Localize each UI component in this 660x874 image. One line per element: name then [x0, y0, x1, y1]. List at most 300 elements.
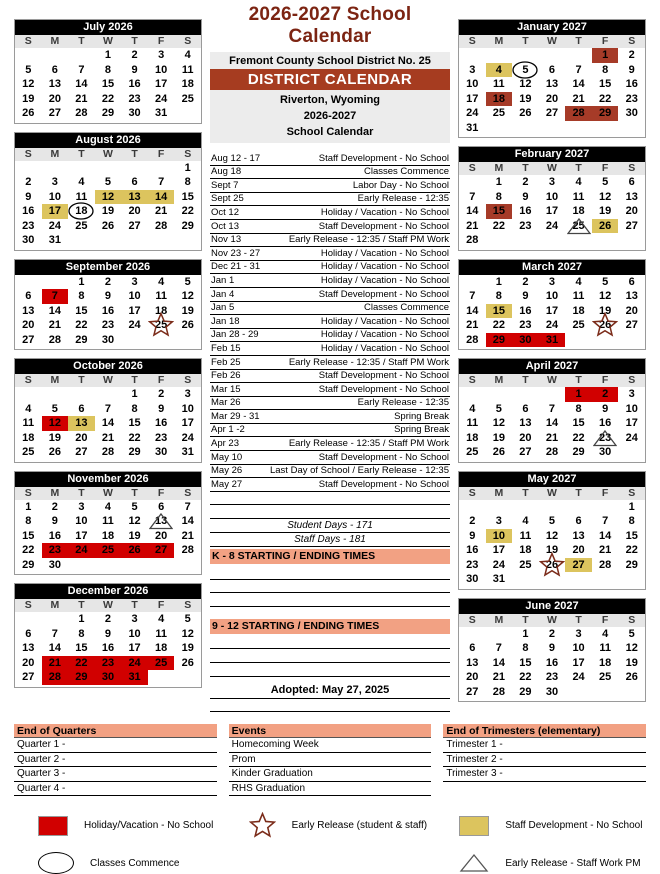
day-cell: 19	[599, 304, 612, 317]
day-cell: 8	[104, 63, 112, 76]
blank-line	[210, 580, 450, 594]
day-cell: 30	[625, 107, 638, 119]
day-cell: 23	[128, 92, 141, 105]
day-cell: 31	[539, 333, 566, 348]
day-cell: 19	[519, 92, 532, 105]
day-cell: 26	[181, 319, 194, 331]
weekday-label: T	[78, 374, 85, 386]
weekday-header	[459, 35, 645, 48]
k8-times-header: K - 8 STARTING / ENDING TIMES	[210, 549, 450, 564]
day-cell: 11	[466, 417, 479, 429]
day-cell: 5	[131, 500, 138, 513]
day-cell: 10	[545, 290, 559, 302]
day-cell: 21	[101, 431, 115, 444]
day-cell: 2	[51, 500, 58, 513]
day-cell: 10	[466, 78, 479, 90]
legend-label: Early Release - Staff Work PM	[505, 857, 641, 869]
day-cell: 31	[466, 121, 479, 134]
event-description: Holiday / Vacation - No School	[320, 206, 449, 218]
day-cell: 24	[625, 431, 638, 444]
day-cell: 20	[519, 431, 532, 444]
day-cell: 6	[78, 402, 85, 415]
day-cell: 24	[545, 219, 559, 232]
weekday-label: T	[131, 486, 138, 499]
day-cell: 28	[42, 670, 69, 685]
weekday-label: S	[184, 147, 192, 160]
day-cell: 8	[602, 63, 609, 76]
day-cell: 11	[181, 63, 194, 76]
day-cell: 13	[625, 190, 638, 203]
empty-cell	[459, 175, 486, 190]
day-grid	[15, 387, 201, 462]
day-cell: 25	[572, 319, 585, 331]
day-cell: 5	[25, 63, 32, 76]
day-cell: 15	[22, 529, 35, 542]
event-date: Oct 12	[211, 206, 239, 218]
day-cell: 4	[602, 627, 609, 640]
day-cell: 5	[602, 176, 609, 188]
day-cell: 21	[48, 319, 61, 331]
weekday-header	[459, 374, 645, 387]
day-cell: 22	[572, 431, 585, 444]
day-cell: 22	[492, 219, 505, 232]
legend-label: Early Release (student & staff)	[291, 820, 428, 832]
day-cell: 11	[572, 190, 585, 203]
weekday-label: S	[24, 374, 32, 386]
event-row	[210, 302, 450, 316]
day-cell: 18	[486, 92, 513, 107]
events-table	[229, 724, 432, 796]
day-cell: 15	[75, 642, 88, 654]
day-cell: 10	[545, 190, 559, 203]
day-cell: 29	[68, 670, 95, 685]
day-cell: 8	[495, 290, 502, 302]
month-calendar	[458, 471, 646, 590]
day-cell: 29	[486, 333, 513, 348]
event-date: May 10	[211, 451, 243, 463]
day-cell: 15	[486, 304, 513, 319]
legend	[14, 812, 646, 874]
day-cell: 20	[545, 92, 559, 105]
classes-commence-ellipse-icon	[38, 852, 74, 874]
day-cell: 14	[101, 417, 115, 429]
day-grid	[459, 175, 645, 250]
calendar-top-section	[14, 3, 646, 712]
day-cell: 18	[101, 529, 115, 542]
day-cell: 23	[466, 558, 479, 571]
day-cell: 1	[184, 161, 191, 174]
empty-cell	[42, 48, 69, 63]
spacer	[210, 607, 450, 617]
day-cell: 1	[78, 613, 85, 625]
day-cell: 7	[602, 515, 609, 527]
day-cell: 14	[599, 529, 612, 542]
day-cell: 30	[128, 107, 141, 119]
weekday-label: T	[78, 486, 85, 499]
empty-cell	[42, 161, 69, 176]
weekday-label: F	[157, 147, 165, 160]
empty-cell	[68, 48, 95, 63]
day-cell: 2	[131, 49, 138, 61]
day-cell: 31	[181, 446, 194, 458]
weekday-label: M	[50, 35, 60, 47]
weekday-label: F	[601, 162, 609, 174]
day-cell: 22	[22, 544, 35, 556]
day-cell: 19	[181, 642, 194, 654]
table-row: Trimester 3 -	[443, 767, 646, 782]
event-date: Jan 1	[211, 274, 235, 286]
day-cell: 19	[101, 205, 115, 217]
day-cell: 28	[492, 685, 505, 698]
day-cell: 25	[95, 543, 122, 558]
weekday-label: S	[628, 613, 636, 626]
day-cell: 27	[519, 446, 532, 458]
weekday-header	[15, 599, 201, 612]
weekday-label: S	[468, 486, 476, 499]
day-cell: 28	[181, 544, 194, 556]
event-row	[210, 274, 450, 288]
event-description: Staff Development - No School	[318, 478, 449, 490]
day-cell: 31	[155, 107, 168, 119]
day-cell: 1	[25, 500, 32, 513]
end-of-quarters-table	[14, 724, 217, 796]
day-cell: 19	[22, 92, 35, 105]
day-cell: 27	[75, 446, 88, 458]
day-cell: 5	[104, 176, 112, 188]
day-cell: 4	[575, 275, 582, 288]
day-cell: 20	[128, 205, 141, 217]
day-cell: 13	[68, 416, 95, 431]
month-title: April 2027	[459, 359, 645, 374]
blank-line	[210, 663, 450, 677]
empty-cell	[68, 161, 95, 176]
day-cell: 9	[158, 402, 165, 415]
day-cell: 7	[495, 642, 502, 654]
table-row: Homecoming Week	[229, 738, 432, 753]
day-cell: 28	[466, 333, 479, 346]
day-cell: 9	[104, 290, 112, 302]
weekday-label: S	[184, 374, 192, 386]
day-cell: 23	[22, 219, 35, 232]
day-cell: 17	[128, 304, 141, 317]
day-cell: 16	[599, 417, 612, 429]
day-cell: 6	[131, 176, 138, 188]
day-cell: 24	[181, 431, 194, 444]
weekday-label: S	[184, 486, 192, 499]
day-cell: 16	[101, 304, 115, 317]
month-calendar	[458, 19, 646, 138]
day-cell: 7	[158, 176, 165, 188]
day-cell: 2	[522, 176, 529, 188]
event-row	[210, 234, 450, 248]
day-cell: 14	[48, 642, 61, 654]
day-cell: 1	[495, 275, 502, 288]
weekday-label: W	[103, 486, 113, 499]
day-cell: 13	[148, 514, 175, 529]
day-cell: 26	[625, 671, 638, 683]
day-cell: 2	[628, 49, 635, 61]
day-cell: 6	[25, 627, 32, 640]
day-cell: 26	[121, 543, 148, 558]
day-cell: 15	[75, 304, 88, 317]
event-row	[210, 152, 450, 166]
weekday-label: S	[628, 374, 636, 386]
day-cell: 26	[101, 219, 115, 232]
weekday-label: M	[494, 613, 504, 626]
legend-row-1	[14, 812, 646, 839]
day-cell: 29	[572, 446, 585, 458]
event-row	[210, 410, 450, 424]
day-cell: 13	[625, 290, 638, 302]
day-cell: 10	[75, 515, 88, 527]
event-date: Feb 26	[211, 370, 241, 382]
day-cell: 18	[68, 204, 95, 219]
day-cell: 14	[466, 205, 479, 217]
legend-row-2	[14, 852, 646, 874]
day-cell: 9	[548, 642, 556, 654]
weekday-label: M	[494, 162, 504, 174]
legend-label: Holiday/Vacation - No School	[84, 820, 214, 832]
event-date: Apr 23	[211, 438, 239, 450]
day-cell: 26	[181, 656, 194, 669]
month-title: October 2026	[15, 359, 201, 374]
weekday-label: T	[78, 147, 85, 160]
event-row	[210, 315, 450, 329]
day-cell: 2	[469, 515, 476, 527]
weekday-header	[459, 162, 645, 175]
month-title: August 2026	[15, 133, 201, 148]
weekday-label: T	[131, 374, 138, 386]
day-grid	[459, 275, 645, 350]
day-cell: 14	[181, 515, 194, 527]
day-cell: 2	[158, 388, 165, 400]
event-row	[210, 437, 450, 451]
day-cell: 4	[184, 49, 191, 61]
event-date: May 27	[211, 478, 243, 490]
student-days-count: Student Days - 171	[210, 519, 450, 533]
day-cell: 9	[522, 290, 529, 302]
day-cell: 24	[545, 319, 559, 331]
event-date: Jan 5	[211, 302, 235, 314]
day-cell: 1	[78, 275, 85, 288]
day-cell: 21	[42, 656, 69, 671]
weekday-label: W	[103, 374, 113, 386]
day-cell: 12	[599, 190, 612, 203]
day-cell: 4	[486, 63, 513, 78]
event-row	[210, 261, 450, 275]
day-cell: 9	[602, 402, 609, 415]
event-row	[210, 220, 450, 234]
day-cell: 27	[128, 219, 141, 232]
day-cell: 22	[625, 544, 638, 556]
weekday-label: S	[468, 374, 476, 386]
day-cell: 5	[495, 402, 502, 415]
day-cell: 25	[599, 671, 612, 683]
day-cell: 16	[48, 529, 61, 542]
day-cell: 25	[22, 446, 35, 458]
day-cell: 6	[469, 642, 476, 654]
day-cell: 9	[522, 190, 529, 203]
empty-cell	[512, 48, 539, 63]
weekday-label: T	[522, 35, 529, 47]
day-cell: 21	[599, 544, 612, 556]
blank-line	[210, 505, 450, 519]
day-cell: 15	[572, 417, 585, 429]
event-row	[210, 329, 450, 343]
day-cell: 17	[75, 529, 88, 542]
day-cell: 22	[599, 92, 612, 105]
day-cell: 21	[572, 92, 585, 105]
blank-line	[210, 649, 450, 663]
empty-cell	[592, 500, 619, 515]
day-cell: 3	[51, 176, 58, 188]
day-cell: 20	[22, 656, 35, 669]
month-calendar	[14, 19, 202, 124]
weekday-label: S	[24, 147, 32, 160]
day-cell: 6	[548, 63, 556, 76]
table-row: Quarter 3 -	[14, 767, 217, 782]
weekday-label: T	[522, 162, 529, 174]
empty-cell	[121, 161, 148, 176]
month-calendar	[458, 146, 646, 251]
district-name: Fremont County School District No. 25	[229, 55, 431, 67]
weekday-label: F	[601, 486, 609, 499]
day-cell: 28	[466, 234, 479, 246]
table-row: Quarter 4 -	[14, 782, 217, 797]
day-cell: 20	[48, 92, 61, 105]
day-cell: 15	[625, 529, 638, 542]
weekday-label: M	[494, 35, 504, 47]
day-cell: 16	[545, 656, 559, 669]
day-cell: 11	[493, 78, 505, 90]
weekday-label: F	[157, 486, 165, 499]
day-cell: 28	[599, 558, 612, 571]
event-date: Mar 29 - 31	[211, 410, 260, 422]
day-cell: 27	[466, 685, 479, 698]
empty-cell	[459, 387, 486, 402]
weekday-label: F	[157, 35, 165, 47]
day-cell: 10	[155, 63, 168, 76]
event-description: Spring Break	[394, 424, 449, 436]
month-title: September 2026	[15, 260, 201, 275]
day-cell: 21	[75, 92, 88, 105]
event-description: Holiday / Vacation - No School	[320, 315, 449, 327]
day-cell: 13	[22, 642, 35, 654]
day-cell: 8	[184, 176, 191, 188]
weekday-label: M	[50, 486, 60, 499]
table-row: Kinder Graduation	[229, 767, 432, 782]
day-cell: 8	[575, 402, 582, 415]
day-cell: 17	[545, 304, 559, 317]
page-title: 2026-2027 School Calendar	[248, 4, 412, 47]
day-grid	[459, 627, 645, 702]
day-cell: 2	[104, 275, 112, 288]
empty-cell	[512, 387, 539, 402]
month-title: February 2027	[459, 147, 645, 162]
empty-cell	[148, 161, 175, 176]
day-cell: 27	[565, 558, 592, 573]
day-cell: 18	[181, 78, 194, 90]
day-cell: 20	[625, 304, 638, 317]
event-description: Holiday / Vacation - No School	[320, 261, 449, 273]
legend-label: Classes Commence	[90, 857, 180, 869]
table-row: Quarter 2 -	[14, 753, 217, 768]
day-cell: 17	[625, 417, 638, 429]
day-cell: 26	[539, 558, 566, 573]
event-description: Early Release - 12:35 / Staff PM Work	[288, 438, 449, 450]
day-cell: 18	[155, 304, 168, 317]
day-cell: 17	[492, 544, 505, 556]
day-cell: 11	[519, 529, 532, 542]
day-cell: 4	[158, 275, 165, 288]
blank-line	[210, 699, 450, 713]
day-cell: 3	[158, 49, 165, 61]
day-cell: 27	[625, 219, 638, 232]
event-date: May 26	[211, 465, 243, 477]
day-cell: 23	[519, 219, 532, 232]
day-cell: 24	[155, 92, 168, 105]
weekday-label: T	[575, 486, 582, 499]
weekday-label: M	[494, 374, 504, 386]
district-subtitle: School Calendar	[286, 126, 374, 138]
event-date: Nov 13	[211, 234, 242, 246]
day-cell: 30	[48, 558, 61, 571]
weekday-label: F	[601, 613, 609, 626]
day-cell: 24	[128, 319, 141, 331]
day-cell: 20	[466, 671, 479, 683]
day-grid	[459, 48, 645, 137]
event-date: Dec 21 - 31	[211, 261, 261, 273]
day-cell: 16	[519, 205, 532, 217]
weekday-header	[15, 374, 201, 387]
day-cell: 8	[522, 642, 529, 654]
blank-line	[210, 636, 450, 650]
day-cell: 4	[25, 402, 32, 415]
month-calendar	[14, 583, 202, 688]
weekday-label: F	[157, 599, 165, 611]
day-cell: 17	[181, 417, 194, 429]
event-description: Staff Development - No School	[318, 451, 449, 463]
weekday-label: W	[103, 35, 113, 47]
day-cell: 26	[519, 107, 532, 119]
day-cell: 22	[68, 656, 95, 671]
event-row	[210, 478, 450, 492]
weekday-label: S	[628, 162, 636, 174]
day-cell: 25	[148, 656, 175, 671]
day-cell: 5	[184, 275, 191, 288]
weekday-label: S	[468, 35, 476, 47]
day-cell: 3	[575, 627, 582, 640]
empty-cell	[95, 387, 122, 402]
day-cell: 3	[628, 388, 635, 400]
day-cell: 11	[22, 417, 35, 429]
day-cell: 25	[181, 92, 194, 105]
event-description: Staff Development - No School	[318, 220, 449, 232]
day-cell: 21	[155, 205, 168, 217]
adopted-date: Adopted: May 27, 2025	[210, 683, 450, 699]
day-cell: 23	[545, 671, 559, 683]
weekday-label: S	[24, 486, 32, 499]
empty-cell	[539, 387, 566, 402]
day-cell: 18	[599, 656, 612, 669]
day-cell: 29	[128, 446, 141, 458]
early-release-triangle-icon	[459, 853, 489, 873]
day-cell: 23	[625, 92, 638, 105]
day-cell: 24	[492, 558, 505, 571]
day-cell: 31	[121, 670, 148, 685]
event-date: Jan 4	[211, 288, 235, 300]
event-description: Holiday / Vacation - No School	[320, 247, 449, 259]
